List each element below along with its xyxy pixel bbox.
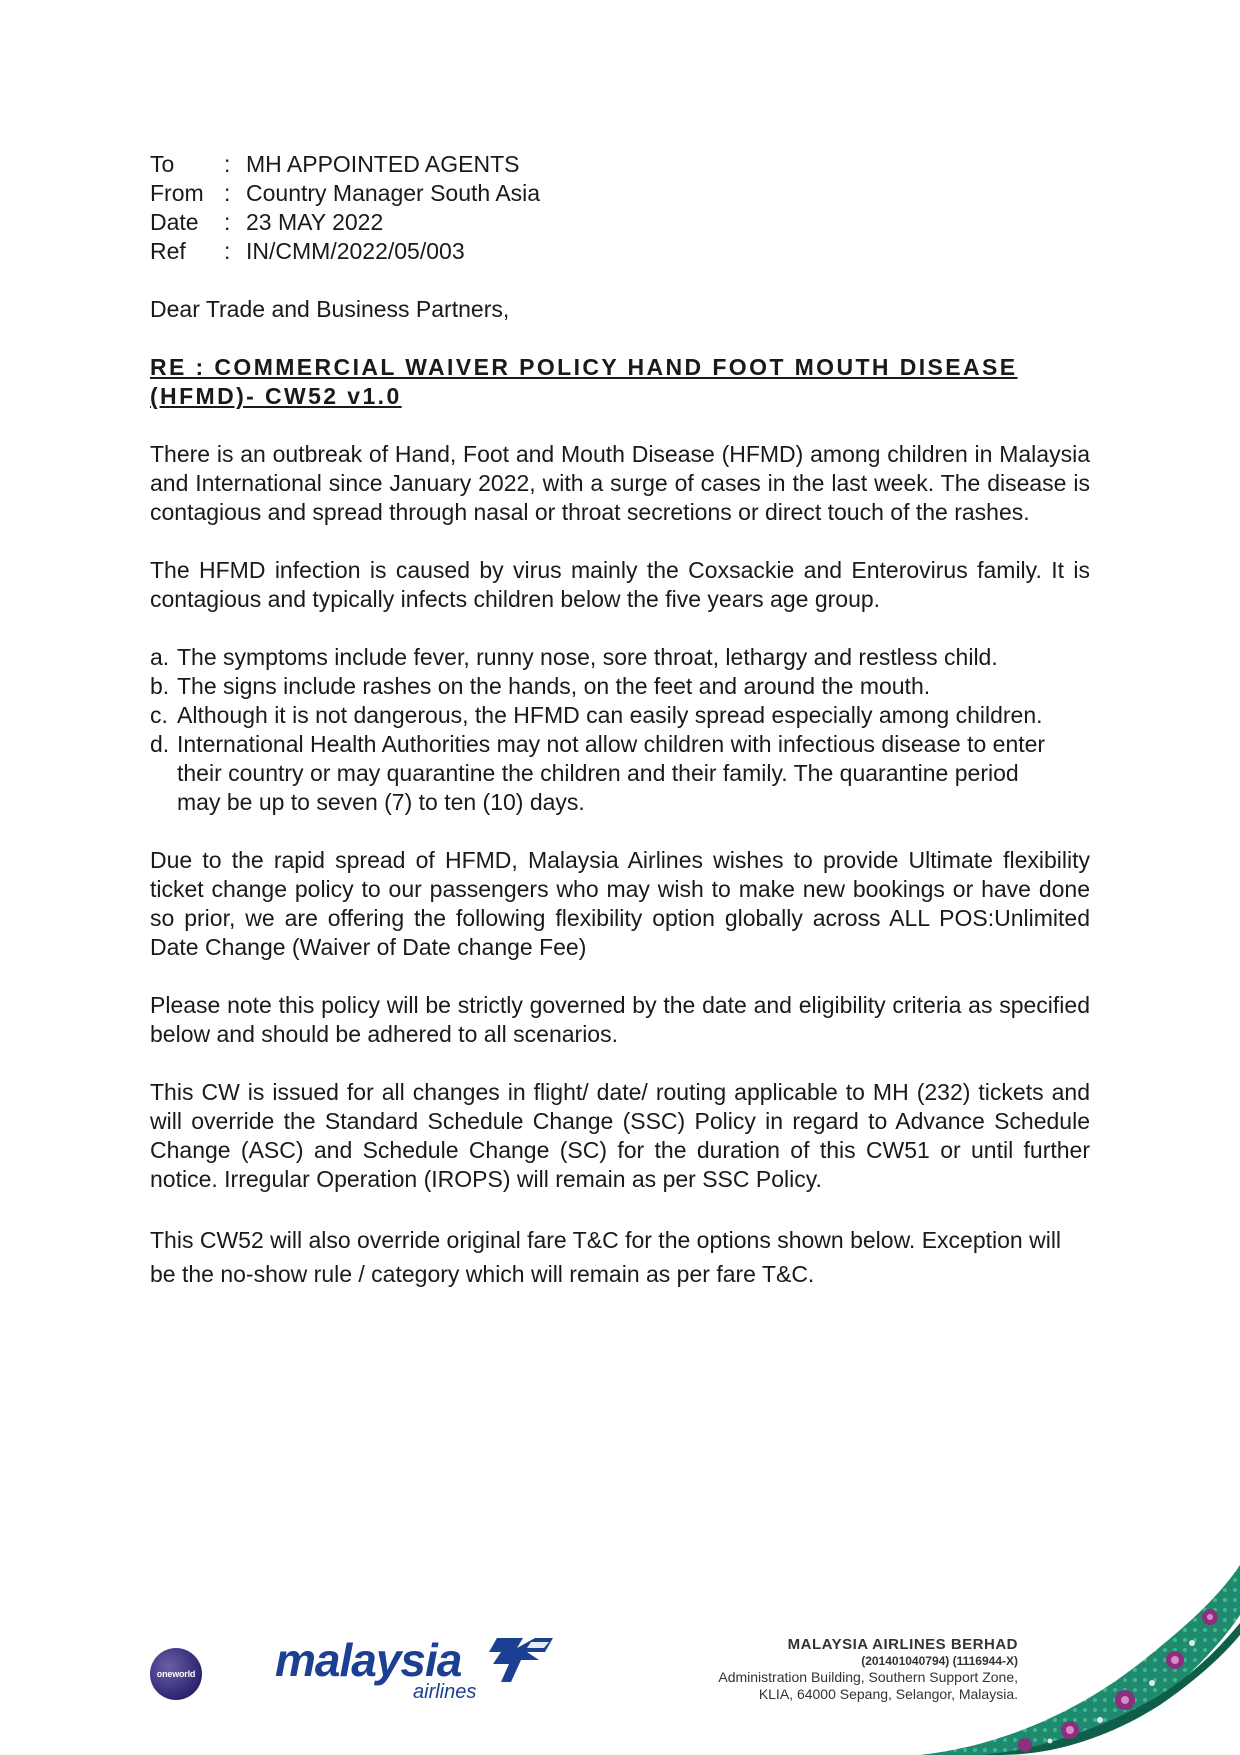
salutation: Dear Trade and Business Partners,	[150, 296, 510, 322]
symptom-list	[150, 643, 1090, 817]
logo-subtext: airlines	[413, 1681, 477, 1703]
list-item	[150, 701, 1090, 730]
oneworld-logo	[150, 1648, 202, 1700]
malaysia-airlines-logo	[275, 1632, 575, 1712]
ref-label: Ref	[150, 238, 186, 264]
date-value: 23 MAY 2022	[246, 209, 384, 235]
paragraph-policy-note: Please note this policy will be strictly governed by the date and eligibility criteria as specified below and should be adhered to all scenarios.	[150, 992, 1090, 1047]
paragraph-fare-override: This CW52 will also override original fare T&C for the options shown below. Exception will be the no-show rule / category which will remain as per fare T&C.	[150, 1227, 1062, 1287]
from-row	[150, 179, 1090, 208]
ref-row	[150, 237, 1090, 266]
list-item	[150, 672, 1090, 701]
subject-line-2: (HFMD)- CW52 v1.0	[150, 383, 402, 409]
list-text: The symptoms include fever, runny nose, sore throat, lethargy and restless child.	[177, 644, 998, 670]
company-name: MALAYSIA AIRLINES BERHAD	[787, 1636, 1018, 1653]
list-marker: a.	[150, 644, 170, 670]
list-item	[150, 730, 1090, 817]
to-value: MH APPOINTED AGENTS	[246, 151, 520, 177]
list-item	[150, 643, 1090, 672]
date-colon: :	[224, 209, 231, 235]
wau-kite-icon	[487, 1634, 557, 1686]
to-label: To	[150, 151, 175, 177]
paragraph-cw-scope: This CW is issued for all changes in flight/ date/ routing applicable to MH (232) tickets and will override the Standard Schedule Change (SSC) Policy in regard to Advance Schedule Change (ASC) and Schedule Change (SC) for the duration of this CW51 or until further notice. Irregular Operation (IROPS) will remain as per SSC Policy.	[150, 1079, 1090, 1192]
address-line-2: KLIA, 64000 Sepang, Selangor, Malaysia.	[758, 1686, 1018, 1702]
from-colon: :	[224, 180, 231, 206]
from-value: Country Manager South Asia	[246, 180, 541, 206]
company-registration: (201401040794) (1116944-X)	[861, 1654, 1018, 1668]
list-marker: c.	[150, 702, 168, 728]
date-label: Date	[150, 209, 199, 235]
ref-value: IN/CMM/2022/05/003	[246, 238, 465, 264]
list-text: The signs include rashes on the hands, on the feet and around the mouth.	[177, 673, 931, 699]
subject-line-1: RE : COMMERCIAL WAIVER POLICY HAND FOOT MOUTH DISEASE	[150, 354, 1018, 380]
subject-heading	[150, 353, 1090, 411]
ref-colon: :	[224, 238, 231, 264]
to-colon: :	[224, 151, 231, 177]
paragraph-flexibility: Due to the rapid spread of HFMD, Malaysia Airlines wishes to provide Ultimate flexibility ticket change policy to our passengers who may wish to make new bookings or have done so prior, we are offering the following flexibility option globally across ALL POS:Unlimited Date Change (Waiver of Date change Fee)	[150, 847, 1090, 960]
date-row	[150, 208, 1090, 237]
letter-body	[150, 150, 1090, 1291]
paragraph-infection: The HFMD infection is caused by virus mainly the Coxsackie and Enterovirus family. It is contagious and typically infects children below the five years age group.	[150, 557, 1090, 612]
paragraph-outbreak: There is an outbreak of Hand, Foot and Mouth Disease (HFMD) among children in Malaysia and International since January 2022, with a surge of cases in the last week. The disease is contagious and spread through nasal or throat secretions or direct touch of the rashes.	[150, 441, 1090, 525]
to-row	[150, 150, 1090, 179]
list-marker: d.	[150, 731, 170, 757]
list-marker: b.	[150, 673, 170, 699]
address-line-1: Administration Building, Southern Support Zone,	[718, 1669, 1018, 1685]
list-text: International Health Authorities may not allow children with infectious disease to enter their country or may quarantine the children and their family. The quarantine period may be up to seven (7) to ten (10) days.	[177, 731, 1046, 815]
from-label: From	[150, 180, 204, 206]
logo-wordmark: malaysia	[275, 1634, 462, 1686]
oneworld-logo-text: oneworld	[156, 1669, 196, 1679]
batik-ribbon-decoration	[920, 1555, 1240, 1755]
letter-header	[150, 150, 1090, 266]
list-text: Although it is not dangerous, the HFMD can easily spread especially among children.	[177, 702, 1043, 728]
